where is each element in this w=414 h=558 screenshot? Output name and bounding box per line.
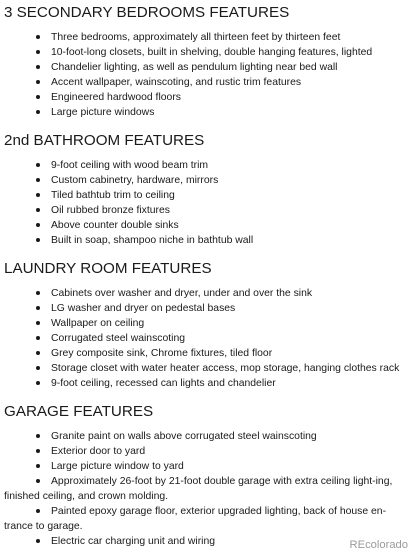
list-item: Large picture windows <box>4 105 410 120</box>
list-item: Custom cabinetry, hardware, mirrors <box>4 173 410 188</box>
section-garage <box>4 403 410 549</box>
section-title: GARAGE FEATURES <box>4 403 154 420</box>
list-item: Electric car charging unit and wiring <box>4 534 410 549</box>
list-item: Exterior door to yard <box>4 444 410 459</box>
feature-list <box>4 30 410 120</box>
list-item: Three bedrooms, approximately all thirteen feet by thirteen feet <box>4 30 410 45</box>
list-item: LG washer and dryer on pedestal bases <box>4 301 410 316</box>
list-item: Accent wallpaper, wainscoting, and rustic trim features <box>4 75 410 90</box>
list-item: Corrugated steel wainscoting <box>4 331 410 346</box>
list-item: Large picture window to yard <box>4 459 410 474</box>
list-item: Wallpaper on ceiling <box>4 316 410 331</box>
list-item: Oil rubbed bronze fixtures <box>4 203 410 218</box>
list-item: Granite paint on walls above corrugated steel wainscoting <box>4 429 410 444</box>
list-item: Engineered hardwood floors <box>4 90 410 105</box>
section-title: 3 SECONDARY BEDROOMS FEATURES <box>4 4 290 21</box>
section-2nd-bathroom <box>4 132 410 248</box>
list-item: Painted epoxy garage floor, exterior upgraded lighting, back of house en-trance to garage. <box>4 504 410 534</box>
feature-list <box>4 429 410 549</box>
list-item: Built in soap, shampoo niche in bathtub wall <box>4 233 410 248</box>
section-laundry-room <box>4 260 410 391</box>
list-item: Chandelier lighting, as well as pendulum lighting near bed wall <box>4 60 410 75</box>
list-item: Grey composite sink, Chrome fixtures, tiled floor <box>4 346 410 361</box>
section-title: 2nd BATHROOM FEATURES <box>4 132 205 149</box>
list-item: 10-foot-long closets, built in shelving, double hanging features, lighted <box>4 45 410 60</box>
list-item: Approximately 26-foot by 21-foot double garage with extra ceiling light-ing, finished ceiling, and crown molding. <box>4 474 410 504</box>
list-item: 9-foot ceiling with wood beam trim <box>4 158 410 173</box>
list-item: Tiled bathtub trim to ceiling <box>4 188 410 203</box>
list-item: 9-foot ceiling, recessed can lights and chandelier <box>4 376 410 391</box>
feature-list <box>4 286 410 391</box>
list-item: Cabinets over washer and dryer, under and over the sink <box>4 286 410 301</box>
list-item: Above counter double sinks <box>4 218 410 233</box>
section-secondary-bedrooms <box>4 4 410 120</box>
recolorado-watermark: REcolorado <box>349 539 408 551</box>
section-title: LAUNDRY ROOM FEATURES <box>4 260 212 277</box>
list-item: Storage closet with water heater access, mop storage, hanging clothes rack <box>4 361 410 376</box>
feature-list <box>4 158 410 248</box>
